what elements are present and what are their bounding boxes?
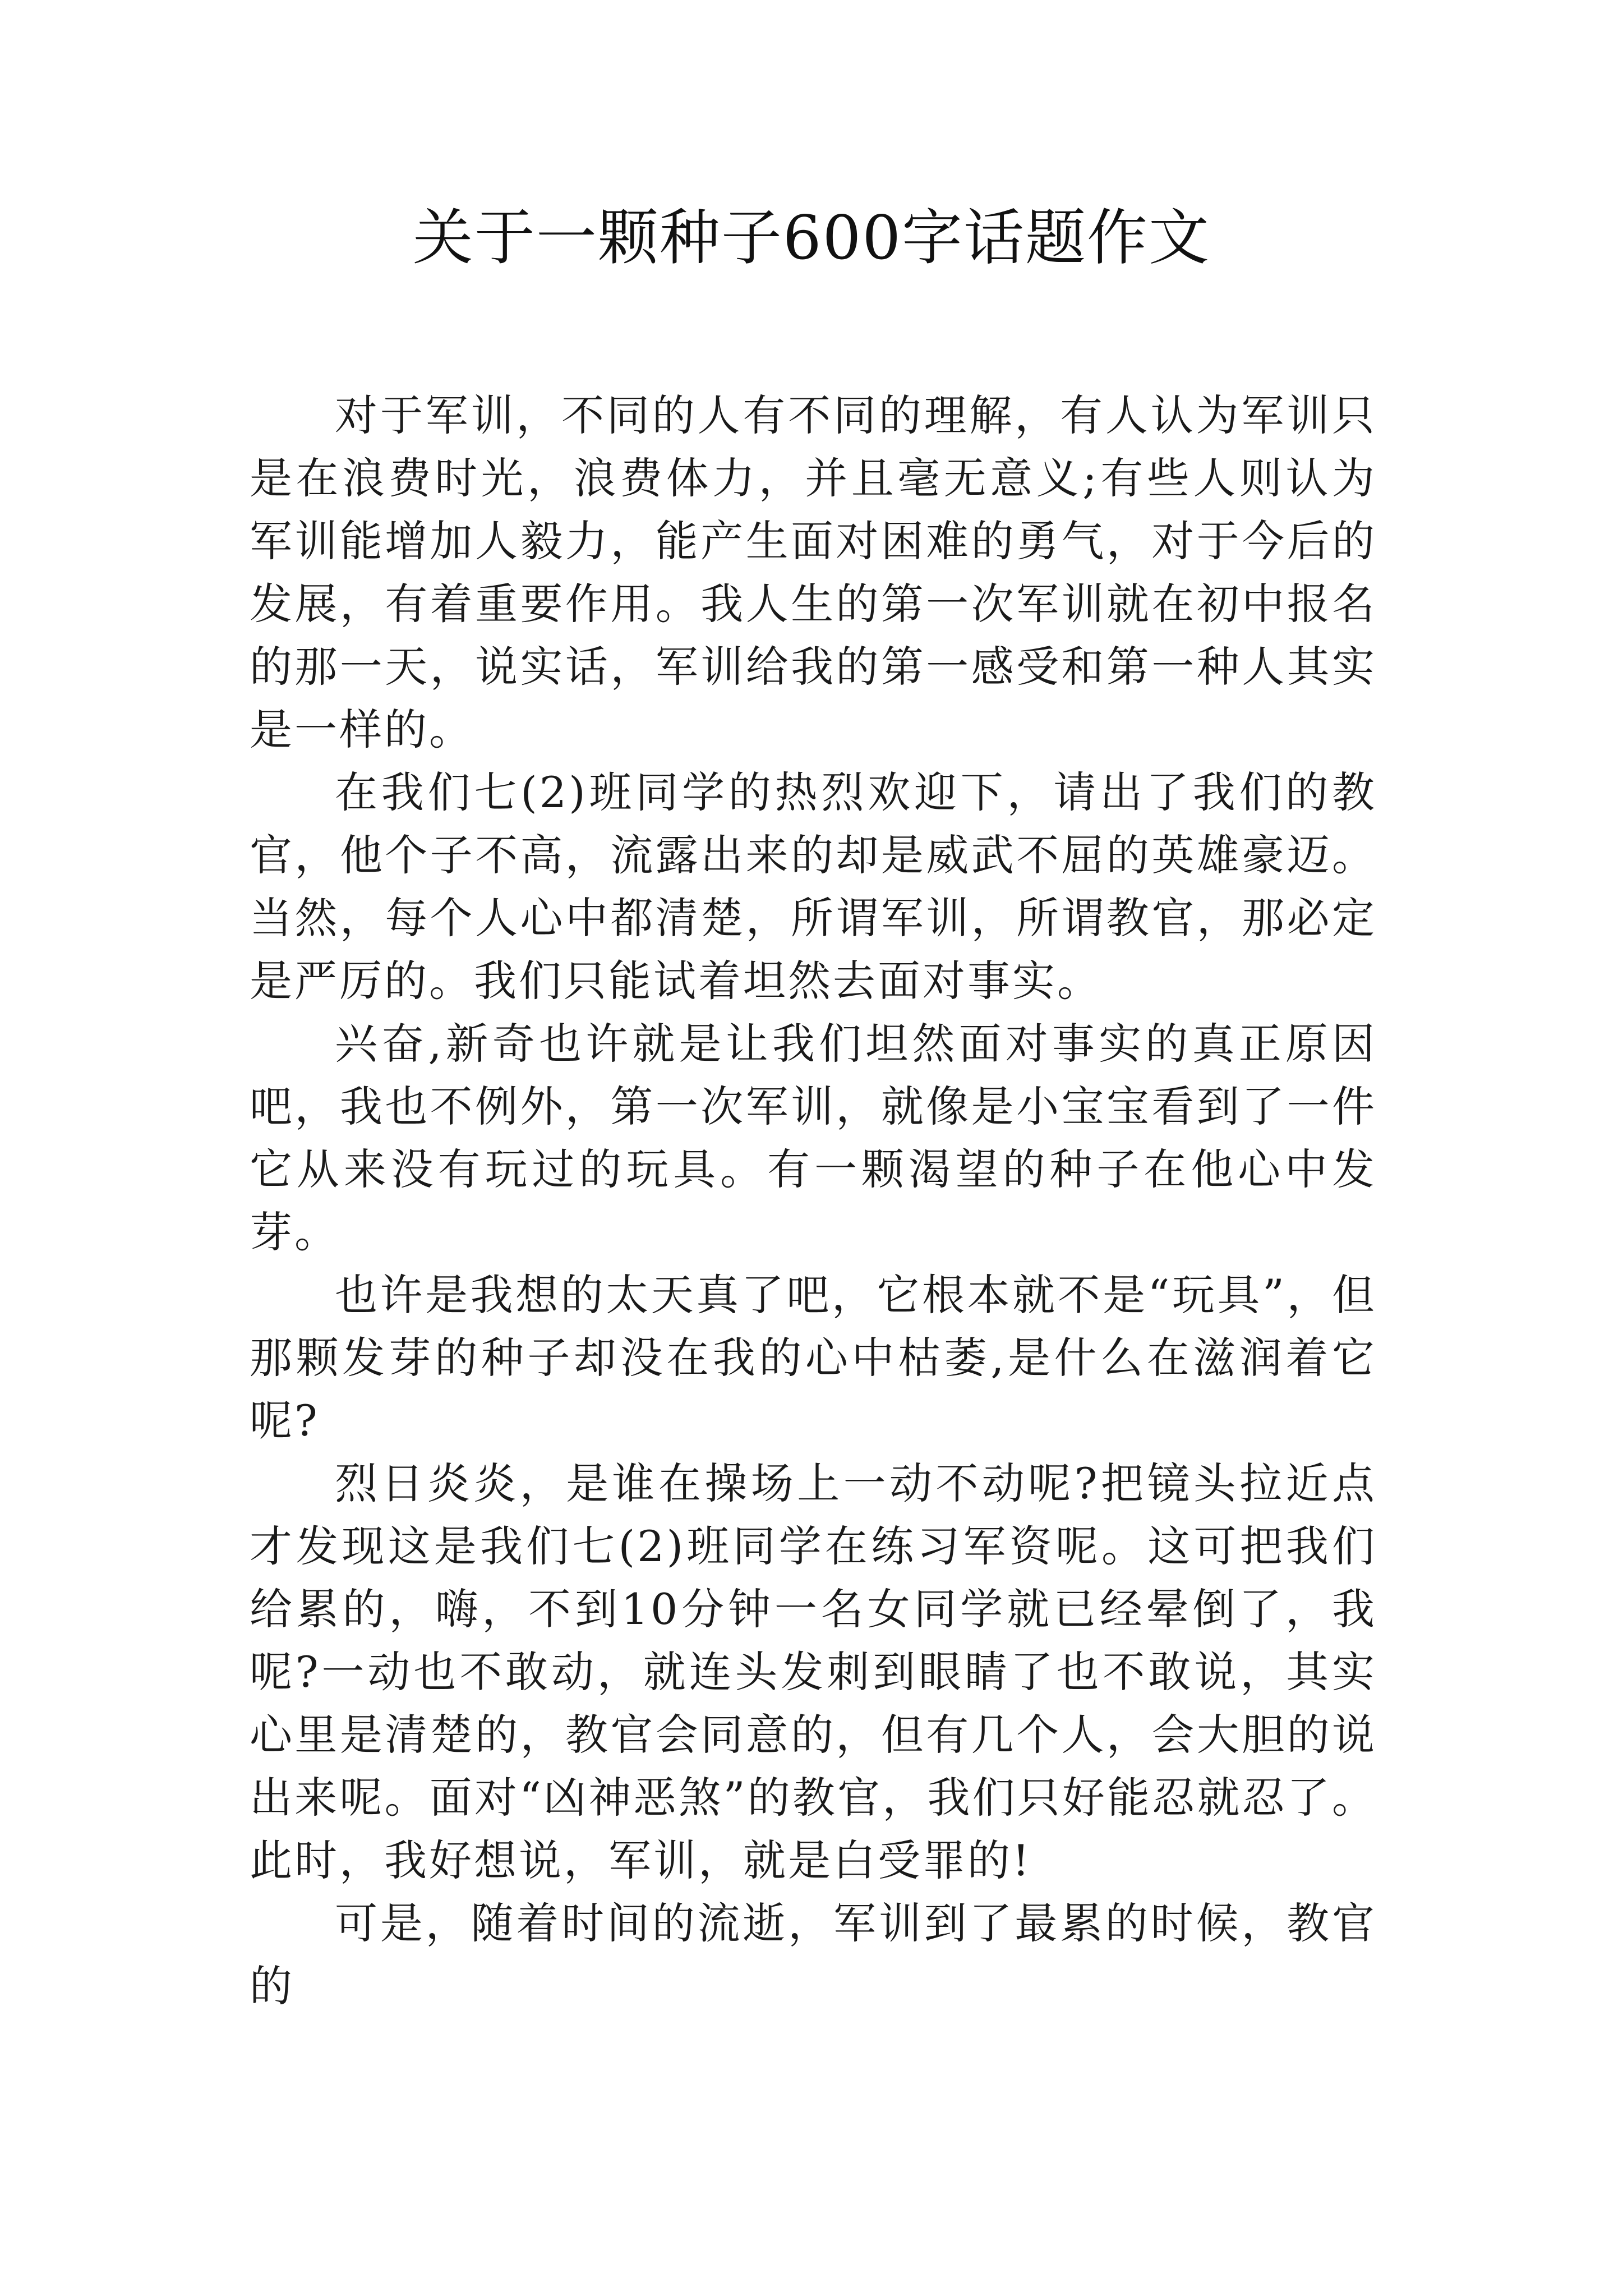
document-title: 关于一颗种子600字话题作文 bbox=[412, 203, 1211, 273]
paragraph-3: 兴奋,新奇也许就是让我们坦然面对事实的真正原因吧，我也不例外，第一次军训，就像是小宝宝看到了一件它从来没有玩过的玩具。有一颗渴望的种子在他心中发芽。 bbox=[250, 1019, 1377, 1257]
document-body bbox=[250, 384, 1377, 2018]
paragraph-1: 对于军训，不同的人有不同的理解，有人认为军训只是在浪费时光，浪费体力，并且毫无意义;有些人则认为军训能增加人毅力，能产生面对困难的勇气，对于今后的发展，有着重要作用。我人生的第一次军训就在初中报名的那一天，说实话，军训给我的第一感受和第一种人其实是一样的。 bbox=[250, 390, 1377, 754]
paragraph-4: 也许是我想的太天真了吧，它根本就不是“玩具”，但那颗发芽的种子却没在我的心中枯萎,是什么在滋润着它呢? bbox=[250, 1270, 1377, 1446]
paragraph-6: 可是，随着时间的流逝，军训到了最累的时候，教官的 bbox=[250, 1898, 1377, 2011]
paragraph-2: 在我们七(2)班同学的热烈欢迎下，请出了我们的教官，他个子不高，流露出来的却是威武不屈的英雄豪迈。当然，每个人心中都清楚，所谓军训，所谓教官，那必定是严厉的。我们只能试着坦然去面对事实。 bbox=[250, 767, 1377, 1006]
paragraph-5: 烈日炎炎，是谁在操场上一动不动呢?把镜头拉近点才发现这是我们七(2)班同学在练习军资呢。这可把我们给累的，嗨，不到10分钟一名女同学就已经晕倒了，我呢?一动也不敢动，就连头发刺到眼睛了也不敢说，其实心里是清楚的，教官会同意的，但有几个人，会大胆的说出来呢。面对“凶神恶煞”的教官，我们只好能忍就忍了。此时，我好想说，军训，就是白受罪的! bbox=[250, 1458, 1377, 1885]
